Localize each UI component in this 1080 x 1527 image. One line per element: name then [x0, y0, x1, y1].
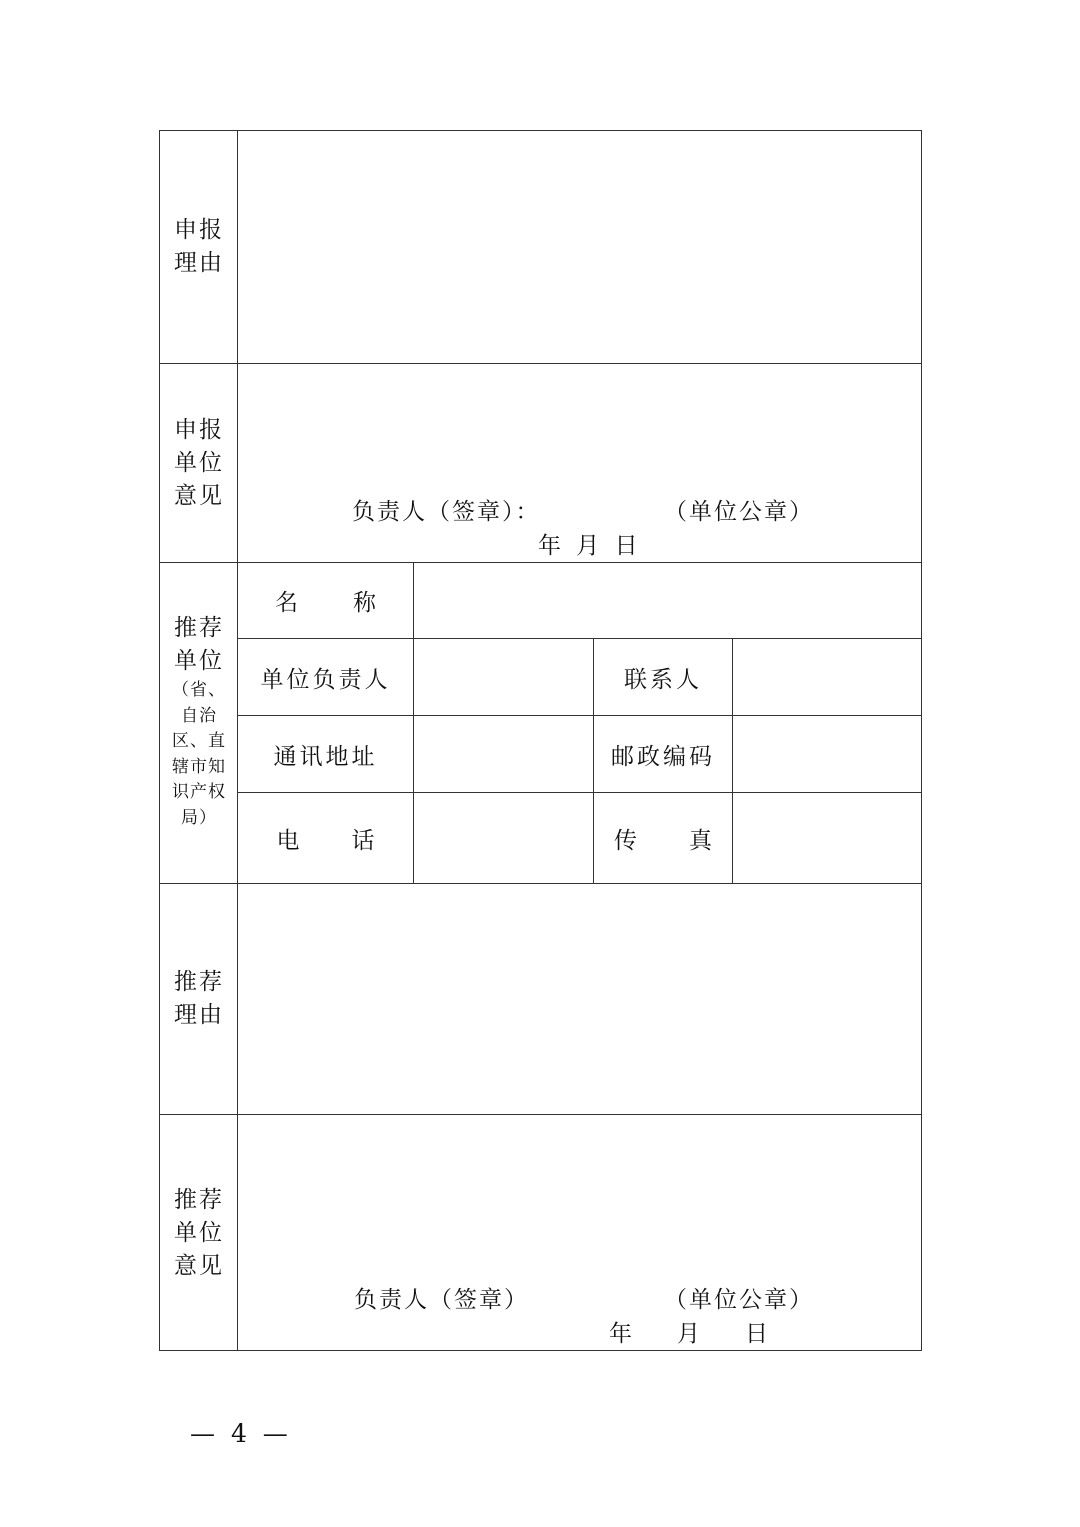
label-line: 意见	[174, 1253, 224, 1279]
label-line: 单位	[174, 450, 224, 476]
label-line: 推荐	[174, 615, 224, 641]
recommend-signer-label: 负责人（签章）	[354, 1287, 529, 1313]
label-line: 识产权	[172, 782, 226, 803]
fax-label	[594, 793, 732, 883]
label-line: 理由	[174, 1002, 224, 1028]
recommend-date-label	[609, 1318, 768, 1351]
name-label	[238, 563, 413, 638]
postcode-label: 邮政编码	[611, 743, 715, 770]
recommend-opinion-label	[160, 1184, 238, 1283]
apply-opinion-label	[160, 414, 238, 513]
label-line: 自治	[181, 705, 217, 726]
label-char: 名	[275, 590, 298, 616]
recommend-opinion-field[interactable]	[238, 1115, 921, 1350]
responsible-label: 单位负责人	[260, 666, 391, 693]
label-char: 称	[353, 590, 376, 616]
label-line: 申报	[174, 417, 224, 443]
label-line: 申报	[174, 217, 224, 243]
label-line: 区、直	[172, 731, 226, 752]
recommend-reason-label	[160, 966, 238, 1032]
recommend-reason-field[interactable]	[238, 884, 921, 1114]
date-char: 日	[745, 1321, 768, 1347]
phone-label	[238, 793, 413, 883]
label-line: 局）	[181, 807, 217, 828]
recommend-unit-sublabel	[160, 678, 238, 832]
responsible-field[interactable]	[414, 639, 593, 715]
label-line: 推荐	[174, 1187, 224, 1213]
label-line: 单位	[174, 1220, 224, 1246]
label-line: 单位	[174, 648, 224, 674]
phone-field[interactable]	[414, 793, 593, 883]
contact-label: 联系人	[624, 666, 702, 693]
table-border-bottom	[159, 1350, 922, 1351]
contact-field[interactable]	[733, 639, 921, 715]
address-field[interactable]	[414, 716, 593, 792]
postcode-field[interactable]	[733, 716, 921, 792]
apply-reason-label	[160, 214, 238, 280]
label-char: 传	[614, 827, 637, 854]
label-char: 话	[351, 827, 375, 854]
date-char: 月	[677, 1321, 700, 1347]
label-char: 真	[689, 827, 712, 854]
recommend-unit-label	[160, 612, 238, 832]
label-line: （省、	[172, 680, 226, 700]
label-line: 推荐	[174, 969, 224, 995]
table-border-right	[921, 130, 922, 1351]
apply-date-label: 年 月 日	[538, 533, 638, 559]
date-char: 年	[609, 1321, 632, 1347]
label-line: 辖市知	[172, 756, 226, 777]
label-char: 电	[276, 827, 300, 854]
name-field[interactable]	[414, 563, 921, 638]
recommend-seal-label: （单位公章）	[664, 1287, 814, 1313]
label-line: 理由	[174, 250, 224, 276]
apply-signer-label: 负责人（签章）：	[352, 499, 541, 525]
address-label: 通讯地址	[273, 743, 378, 770]
apply-seal-label: （单位公章）	[664, 499, 814, 525]
apply-reason-field[interactable]	[238, 131, 921, 363]
fax-field[interactable]	[733, 793, 921, 883]
label-line: 意见	[174, 483, 224, 509]
page-number: — 4 —	[190, 1419, 292, 1448]
